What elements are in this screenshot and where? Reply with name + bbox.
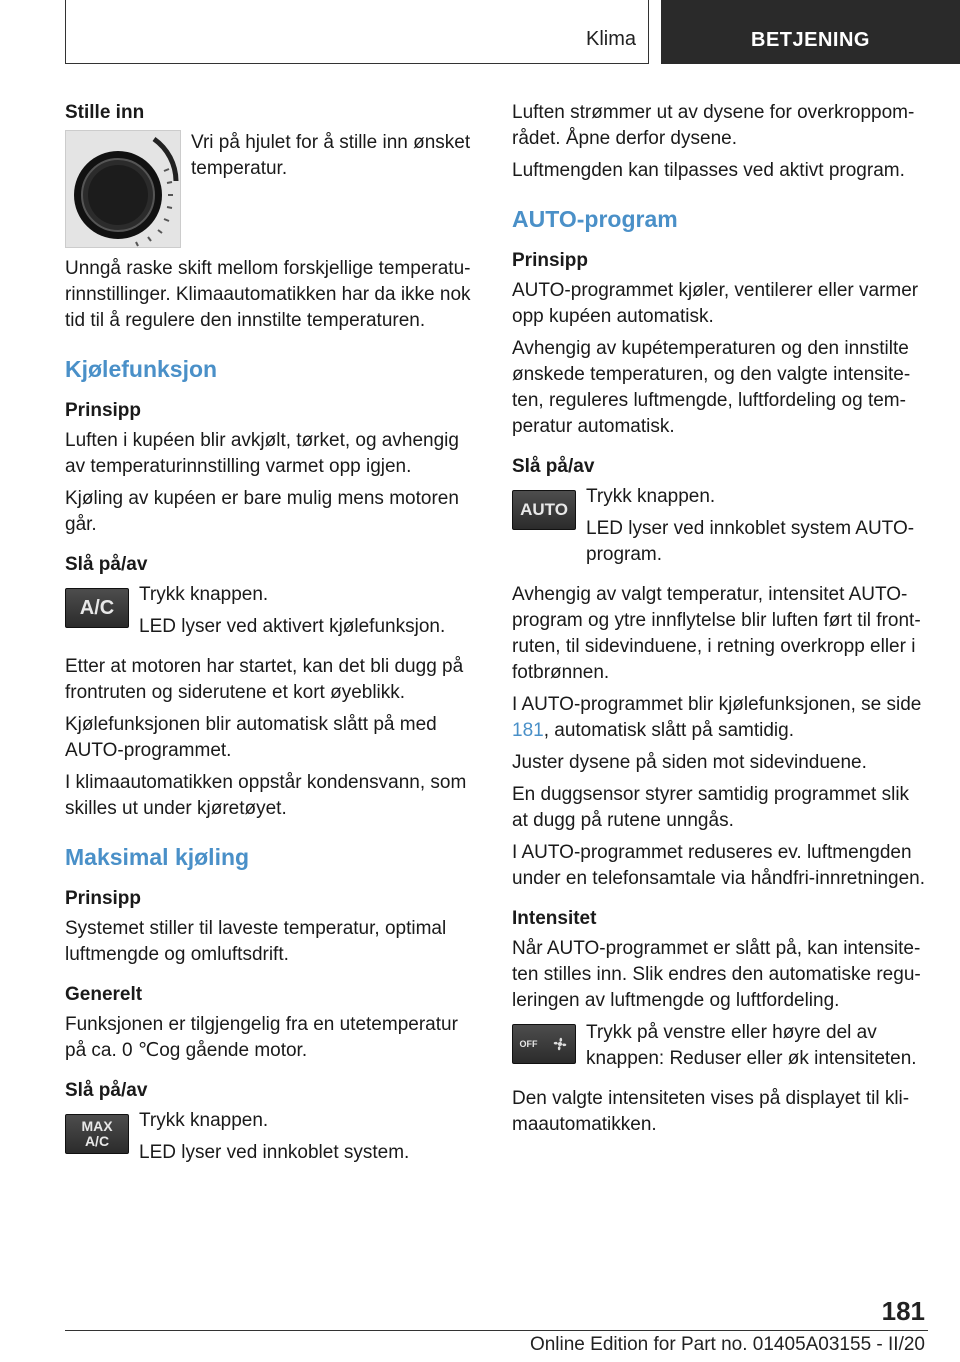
page-number: 181 [881, 1296, 925, 1326]
auto-paragraph-6: En duggsensor styrer samtidig programmet slik at dugg på rutene unngås. [512, 784, 910, 831]
intensitet-paragraph-2: Den valgte intensiteten vises på displayet til kli‐maautomatikken. [512, 1088, 910, 1135]
ac-led-text: LED lyser ved aktivert kjølefunksjon. [139, 616, 446, 637]
auto-program-title: AUTO-program [512, 206, 678, 232]
max-ac-button-label-top: MAX [81, 1118, 113, 1134]
fan-intensity-button-image [512, 1024, 576, 1064]
right-paragraph-2: Luftmengden kan tilpasses ved aktivt program. [512, 160, 905, 181]
auto-paragraph-1: AUTO-programmet kjøler, ventilerer eller varmer opp kupéen automatisk. [512, 280, 919, 327]
kjolefunksjon-paragraph-1: Luften i kupéen blir avkjølt, tørket, og avhengig av temperaturinnstilling varmet opp igjen. [65, 430, 459, 477]
header-section-title: Klima [585, 28, 636, 50]
kjolefunksjon-paragraph-3: Etter at motoren har startet, kan det bli dugg på frontruten og siderutene et kort øyeblikk. [65, 656, 464, 703]
auto-paragraph-3: Avhengig av valgt temperatur, intensitet AUTO-program og ytre innflytelse blir luften ført til front‐ruten, til sidevinduene, i retning overkropp eller i fotbrønnen. [512, 584, 921, 683]
temperature-knob-image [65, 130, 181, 248]
stille-inn-paragraph: Unngå raske skift mellom forskjellige temperatu‐rinnstillinger. Klimaautomatikken har da ikke nok tid til å regulere den innstilte temperaturen. [65, 258, 471, 331]
left-column [65, 100, 475, 1172]
footer-divider [65, 1330, 928, 1331]
header-chapter-title: BETJENING [751, 29, 870, 51]
max-ac-button-label-bottom: A/C [84, 1133, 110, 1149]
auto-paragraph-5: Juster dysene på siden mot sidevinduene. [512, 752, 867, 773]
max-ac-button-image [65, 1114, 129, 1154]
fan-press-text: Trykk på venstre eller høyre del av knappen: Reduser eller øk intensiteten. [586, 1022, 917, 1069]
auto-prinsipp-heading: Prinsipp [512, 250, 589, 271]
max-ac-button-row [65, 1108, 475, 1172]
ac-press-text: Trykk knappen. [139, 584, 269, 605]
maksimal-kjoling-title: Maksimal kjøling [65, 844, 250, 870]
kjolefunksjon-paragraph-5: I klimaautomatikken oppstår kondensvann, som skilles ut under kjøretøyet. [65, 772, 467, 819]
ac-button-row [65, 582, 475, 646]
ac-button-label: A/C [79, 597, 115, 619]
maksimal-paragraph-1: Systemet stiller til laveste temperatur, optimal luftmengde og omluftsdrift. [65, 918, 447, 965]
fan-off-label: OFF [519, 1039, 538, 1049]
page-181-link[interactable]: 181 [512, 720, 544, 741]
kjolefunksjon-paragraph-2: Kjøling av kupéen er bare mulig mens motoren går. [65, 488, 459, 535]
auto-button-image [512, 490, 576, 530]
auto-slaa-heading: Slå på/av [512, 456, 595, 477]
maksimal-paragraph-2: Funksjonen er tilgjengelig fra en utetemperatur på ca. 0 ℃og gående motor. [65, 1014, 458, 1061]
fan-button-row [512, 1020, 927, 1078]
maksimal-slaa-heading: Slå på/av [65, 1080, 148, 1101]
temperature-knob-icon [66, 131, 180, 247]
auto-paragraph-2: Avhengig av kupétemperaturen og den innstilte ønskede temperaturen, og den valgte intensite‐ten, reguleres luftmengde, luftfordeling og tem‐peratur automatisk. [512, 338, 911, 437]
stille-inn-heading: Stille inn [65, 102, 145, 123]
auto-paragraph-7: I AUTO-programmet reduseres ev. luftmengden under en telefonsamtale via håndfri-innretningen. [512, 842, 925, 889]
kjolefunksjon-paragraph-4: Kjølefunksjonen blir automatisk slått på med AUTO-programmet. [65, 714, 437, 761]
auto-led-text: LED lyser ved innkoblet system AUTO-program. [586, 518, 915, 565]
kjolefunksjon-title: Kjølefunksjon [65, 356, 218, 382]
maksimal-prinsipp-heading: Prinsipp [65, 888, 142, 909]
auto-button-row [512, 484, 927, 574]
header-frame [65, 0, 649, 64]
header-chapter-tab [661, 0, 960, 64]
auto-paragraph-4-end: , automatisk slått på samtidig. [543, 720, 794, 741]
auto-paragraph-4-start: I AUTO-programmet blir kjølefunksjonen, se side [512, 694, 922, 715]
kjolefunksjon-prinsipp-heading: Prinsipp [65, 400, 142, 421]
intensitet-heading: Intensitet [512, 908, 597, 929]
max-ac-press-text: Trykk knappen. [139, 1110, 269, 1131]
ac-button-image [65, 588, 129, 628]
stille-inn-row [65, 130, 475, 248]
kjolefunksjon-slaa-heading: Slå på/av [65, 554, 148, 575]
right-column [512, 100, 927, 1144]
right-paragraph-1: Luften strømmer ut av dysene for overkroppom‐rådet. Åpne derfor dysene. [512, 102, 915, 149]
max-ac-led-text: LED lyser ved innkoblet system. [139, 1142, 410, 1163]
fan-icon [551, 1035, 569, 1053]
stille-inn-text: Vri på hjulet for å stille inn ønsket temperatur. [191, 132, 471, 179]
auto-press-text: Trykk knappen. [586, 486, 716, 507]
intensitet-paragraph-1: Når AUTO-programmet er slått på, kan intensite‐ten stilles inn. Slik endres den automatiske regu‐leringen av luftmengde og luftfordeling. [512, 938, 921, 1011]
edition-text: Online Edition for Part no. 01405A03155 - II/20 [529, 1334, 925, 1355]
auto-paragraph-4 [512, 692, 927, 744]
auto-button-label: AUTO [520, 500, 568, 519]
maksimal-generelt-heading: Generelt [65, 984, 143, 1005]
